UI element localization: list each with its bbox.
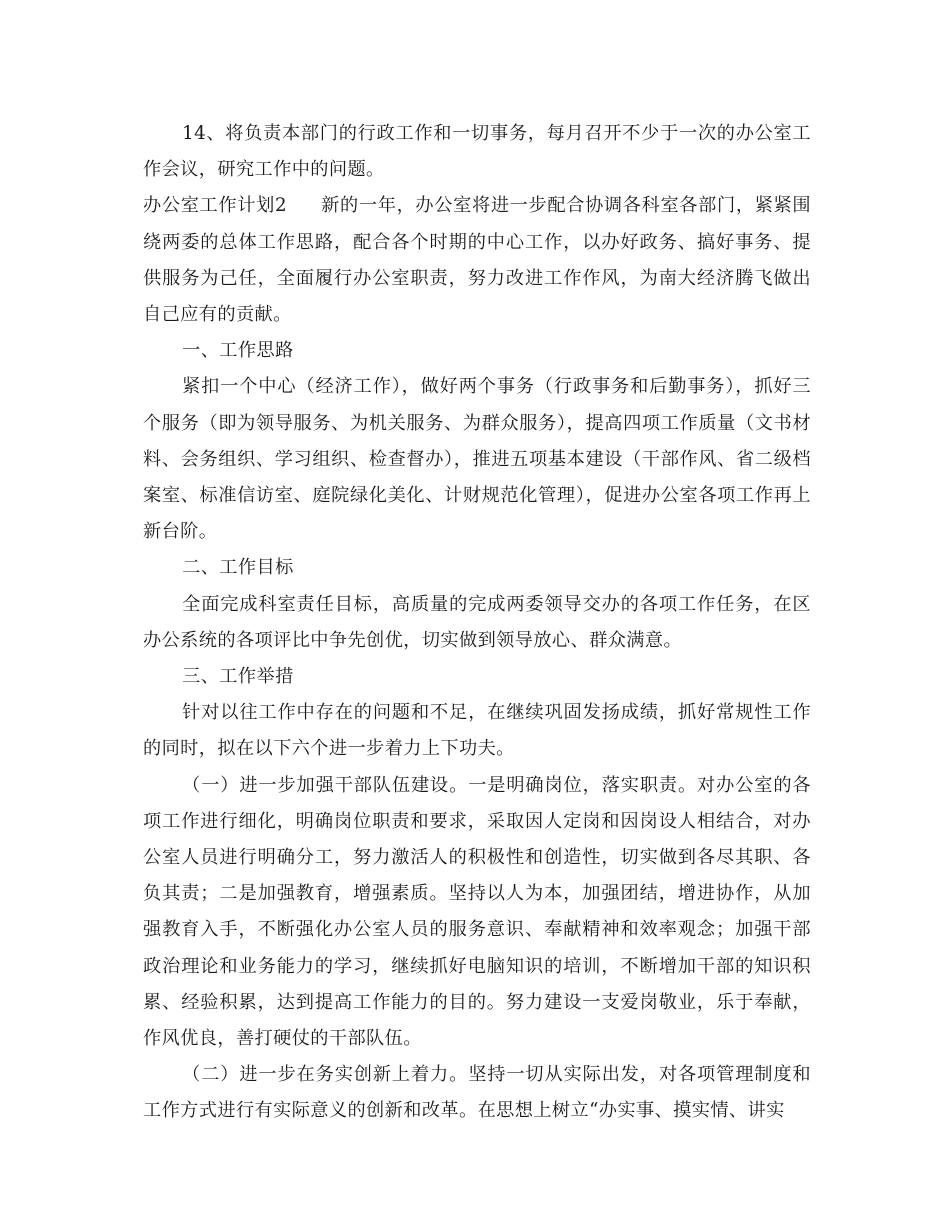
paragraph-measure-one: （一）进一步加强干部队伍建设。一是明确岗位，落实职责。对办公室的各项工作进行细化，明确岗位职责和要求，采取因人定岗和因岗设人相结合，对办公室人员进行明确分工，努力激活人的积极性和创造性，切实做到各尽其职、各负其责；二是加强教育，增强素质。坚持以人为本，加强团结，增进协作，从加强教育入手，不断强化办公室人员的服务意识、奉献精神和效率观念；加强干部政治理论和业务能力的学习，继续抓好电脑知识的培训，不断增加干部的知识积累、经验积累，达到提高工作能力的目的。努力建设一支爱岗敬业，乐于奉献，作风优良，善打硬仗的干部队伍。 — [143, 774, 811, 1050]
section-heading-work-goals: 二、工作目标 — [182, 557, 294, 579]
paragraph-work-measures: 针对以往工作中存在的问题和不足，在继续巩固发扬成绩，抓好常规性工作的同时，拟在以下六个进一步着力上下功夫。 — [143, 702, 811, 760]
paragraph-measure-two: （二）进一步在务实创新上着力。坚持一切从实际出发，对各项管理制度和工作方式进行有实际意义的创新和改革。在思想上树立“办实事、摸实情、讲实 — [143, 1064, 811, 1122]
section-heading-work-measures: 三、工作举措 — [182, 666, 294, 688]
paragraph-plan-intro — [143, 188, 811, 333]
paragraph-work-ideas: 紧扣一个中心（经济工作），做好两个事务（行政事务和后勤事务），抓好三个服务（即为领导服务、为机关服务、为群众服务），提高四项工作质量（文书材料、会务组织、学习组织、检查督办），推进五项基本建设（干部作风、省二级档案室、标准信访室、庭院绿化美化、计财规范化管理），促进办公室各项工作再上新台阶。 — [143, 376, 811, 543]
paragraph-item-14: 14、将负责本部门的行政工作和一切事务，每月召开不少于一次的办公室工作会议，研究工作中的问题。 — [143, 123, 811, 181]
section-heading-work-ideas: 一、工作思路 — [182, 340, 294, 362]
paragraph-work-goals: 全面完成科室责任目标，高质量的完成两委领导交办的各项工作任务，在区办公系统的各项评比中争先创优，切实做到领导放心、群众满意。 — [143, 593, 811, 651]
plan-intro-text: 新的一年，办公室将进一步配合协调各科室各部门，紧紧围绕两委的总体工作思路，配合各个时期的中心工作，以办好政务、搞好事务、提供服务为己任，全面履行办公室职责，努力改进工作作风，为南大经济腾飞做出自己应有的贡献。 — [143, 195, 811, 326]
document-body — [143, 116, 811, 1130]
plan-heading: 办公室工作计划2 — [143, 195, 287, 217]
